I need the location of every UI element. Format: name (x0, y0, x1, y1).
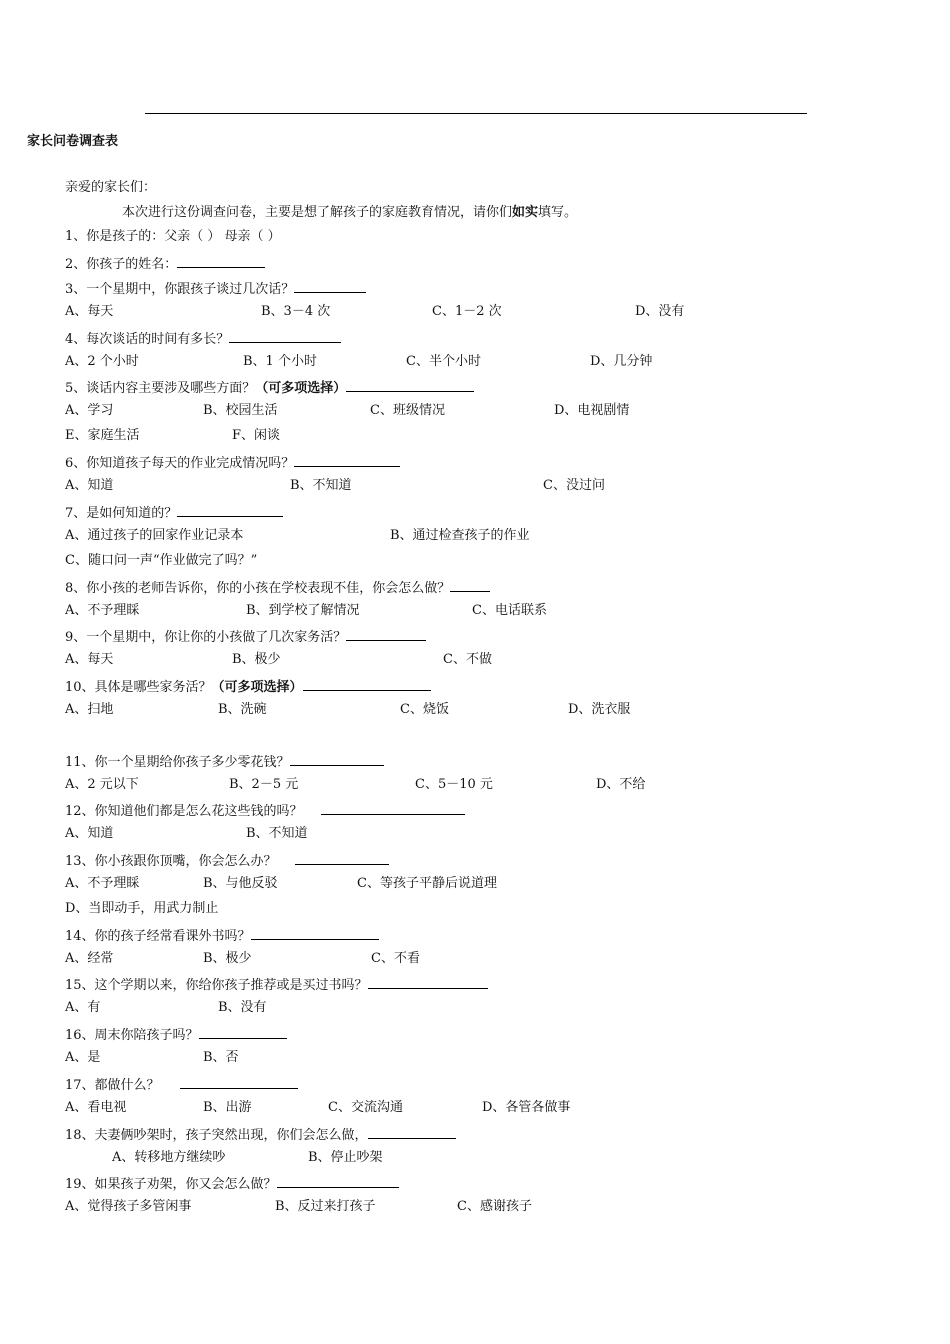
answer-blank-5[interactable] (346, 378, 474, 392)
question-11: 11、你一个星期给你孩子多少零花钱？ (65, 752, 384, 771)
option[interactable]: F、闲谈 (232, 428, 281, 443)
option[interactable]: A、不予理睬 (65, 876, 140, 891)
option[interactable]: C、电话联系 (472, 603, 547, 618)
option[interactable]: B、出游 (203, 1100, 252, 1115)
answer-blank-2[interactable] (177, 254, 265, 268)
option[interactable]: C、不看 (371, 951, 420, 966)
option[interactable]: B、不知道 (290, 478, 352, 493)
page-title: 家长问卷调查表 (27, 134, 119, 149)
answer-blank-17[interactable] (180, 1075, 298, 1089)
answer-blank-14[interactable] (251, 926, 379, 940)
answer-blank-16[interactable] (199, 1025, 287, 1039)
question-5: 5、谈话内容主要涉及哪些方面？（可多项选择） (65, 378, 474, 397)
answer-blank-9[interactable] (346, 627, 426, 641)
option[interactable]: A、每天 (65, 304, 114, 319)
question-19: 19、如果孩子劝架，你又会怎么做？ (65, 1174, 399, 1193)
option[interactable]: C、交流沟通 (328, 1100, 403, 1115)
option[interactable]: B、否 (203, 1050, 239, 1065)
answer-blank-19[interactable] (277, 1174, 399, 1188)
question-12: 12、你知道他们都是怎么花这些钱的吗？ (65, 801, 465, 820)
option[interactable]: B、2－5 元 (229, 777, 299, 792)
greeting: 亲爱的家长们： (65, 180, 157, 195)
question-10: 10、具体是哪些家务活？（可多项选择） (65, 677, 431, 696)
question-15: 15、这个学期以来，你给你孩子推荐或是买过书吗？ (65, 975, 488, 994)
question-14: 14、你的孩子经常看课外书吗？ (65, 926, 379, 945)
option[interactable]: C、5－10 元 (415, 777, 493, 792)
answer-blank-8[interactable] (450, 578, 490, 592)
question-18: 18、夫妻俩吵架时，孩子突然出现，你们会怎么做， (65, 1125, 456, 1144)
question-6: 6、你知道孩子每天的作业完成情况吗？ (65, 453, 400, 472)
option[interactable]: A、每天 (65, 652, 114, 667)
answer-blank-4[interactable] (229, 329, 341, 343)
intro: 本次进行这份调查问卷，主要是想了解孩子的家庭教育情况，请你们如实填写。 (122, 205, 578, 220)
question-1: 1、你是孩子的：父亲（ ） 母亲（ ） (65, 229, 281, 244)
question-17: 17、都做什么？ (65, 1075, 298, 1094)
option[interactable]: C、1－2 次 (432, 304, 502, 319)
option[interactable]: B、1 个小时 (243, 354, 317, 369)
option[interactable]: D、没有 (635, 304, 685, 319)
option[interactable]: A、看电视 (65, 1100, 127, 1115)
option[interactable]: B、通过检查孩子的作业 (390, 528, 530, 543)
answer-blank-12[interactable] (321, 801, 465, 815)
answer-blank-6[interactable] (294, 453, 400, 467)
header-rule (145, 113, 807, 114)
option[interactable]: C、没过问 (543, 478, 605, 493)
option[interactable]: A、经常 (65, 951, 114, 966)
option[interactable]: D、几分钟 (590, 354, 653, 369)
option[interactable]: C、随口问一声“作业做完了吗？” (65, 553, 258, 568)
option[interactable]: A、通过孩子的回家作业记录本 (65, 528, 244, 543)
question-13: 13、你小孩跟你顶嘴，你会怎么办？ (65, 851, 389, 870)
option[interactable]: D、当即动手，用武力制止 (65, 901, 219, 916)
option[interactable]: B、反过来打孩子 (275, 1199, 376, 1214)
option[interactable]: A、转移地方继续吵 (112, 1150, 226, 1165)
option[interactable]: A、扫地 (65, 702, 114, 717)
option[interactable]: D、不给 (596, 777, 646, 792)
option[interactable]: C、烧饭 (400, 702, 449, 717)
option[interactable]: B、没有 (218, 1000, 267, 1015)
option[interactable]: C、班级情况 (370, 403, 445, 418)
answer-blank-18[interactable] (368, 1125, 456, 1139)
option[interactable]: C、半个小时 (406, 354, 481, 369)
option[interactable]: B、极少 (232, 652, 281, 667)
option[interactable]: C、感谢孩子 (457, 1199, 532, 1214)
option[interactable]: B、不知道 (246, 826, 308, 841)
answer-blank-11[interactable] (290, 752, 384, 766)
option[interactable]: B、极少 (203, 951, 252, 966)
option[interactable]: C、不做 (443, 652, 492, 667)
option[interactable]: B、与他反驳 (203, 876, 278, 891)
option[interactable]: A、知道 (65, 826, 114, 841)
option[interactable]: A、2 元以下 (65, 777, 139, 792)
answer-blank-15[interactable] (368, 975, 488, 989)
option[interactable]: B、校园生活 (203, 403, 278, 418)
option[interactable]: B、停止吵架 (308, 1150, 383, 1165)
option[interactable]: A、是 (65, 1050, 101, 1065)
option[interactable]: B、洗碗 (218, 702, 267, 717)
option[interactable]: B、3－4 次 (261, 304, 331, 319)
answer-blank-3[interactable] (294, 279, 366, 293)
question-2: 2、你孩子的姓名： (65, 254, 265, 273)
question-3: 3、一个星期中，你跟孩子谈过几次话？ (65, 279, 366, 298)
option[interactable]: B、到学校了解情况 (246, 603, 360, 618)
question-9: 9、一个星期中，你让你的小孩做了几次家务活？ (65, 627, 426, 646)
answer-blank-10[interactable] (303, 677, 431, 691)
option[interactable]: D、各管各做事 (482, 1100, 571, 1115)
option[interactable]: A、不予理睬 (65, 603, 140, 618)
option[interactable]: A、2 个小时 (65, 354, 139, 369)
answer-blank-7[interactable] (177, 503, 283, 517)
option[interactable]: A、学习 (65, 403, 114, 418)
answer-blank-13[interactable] (295, 851, 389, 865)
option[interactable]: D、电视剧情 (554, 403, 630, 418)
question-8: 8、你小孩的老师告诉你，你的小孩在学校表现不佳，你会怎么做？ (65, 578, 490, 597)
question-16: 16、周末你陪孩子吗？ (65, 1025, 287, 1044)
option[interactable]: A、有 (65, 1000, 101, 1015)
option[interactable]: A、觉得孩子多管闲事 (65, 1199, 192, 1214)
option[interactable]: E、家庭生活 (65, 428, 140, 443)
option[interactable]: D、洗衣服 (568, 702, 631, 717)
question-7: 7、是如何知道的？ (65, 503, 283, 522)
question-4: 4、每次谈话的时间有多长？ (65, 329, 341, 348)
option[interactable]: A、知道 (65, 478, 114, 493)
option[interactable]: C、等孩子平静后说道理 (357, 876, 497, 891)
